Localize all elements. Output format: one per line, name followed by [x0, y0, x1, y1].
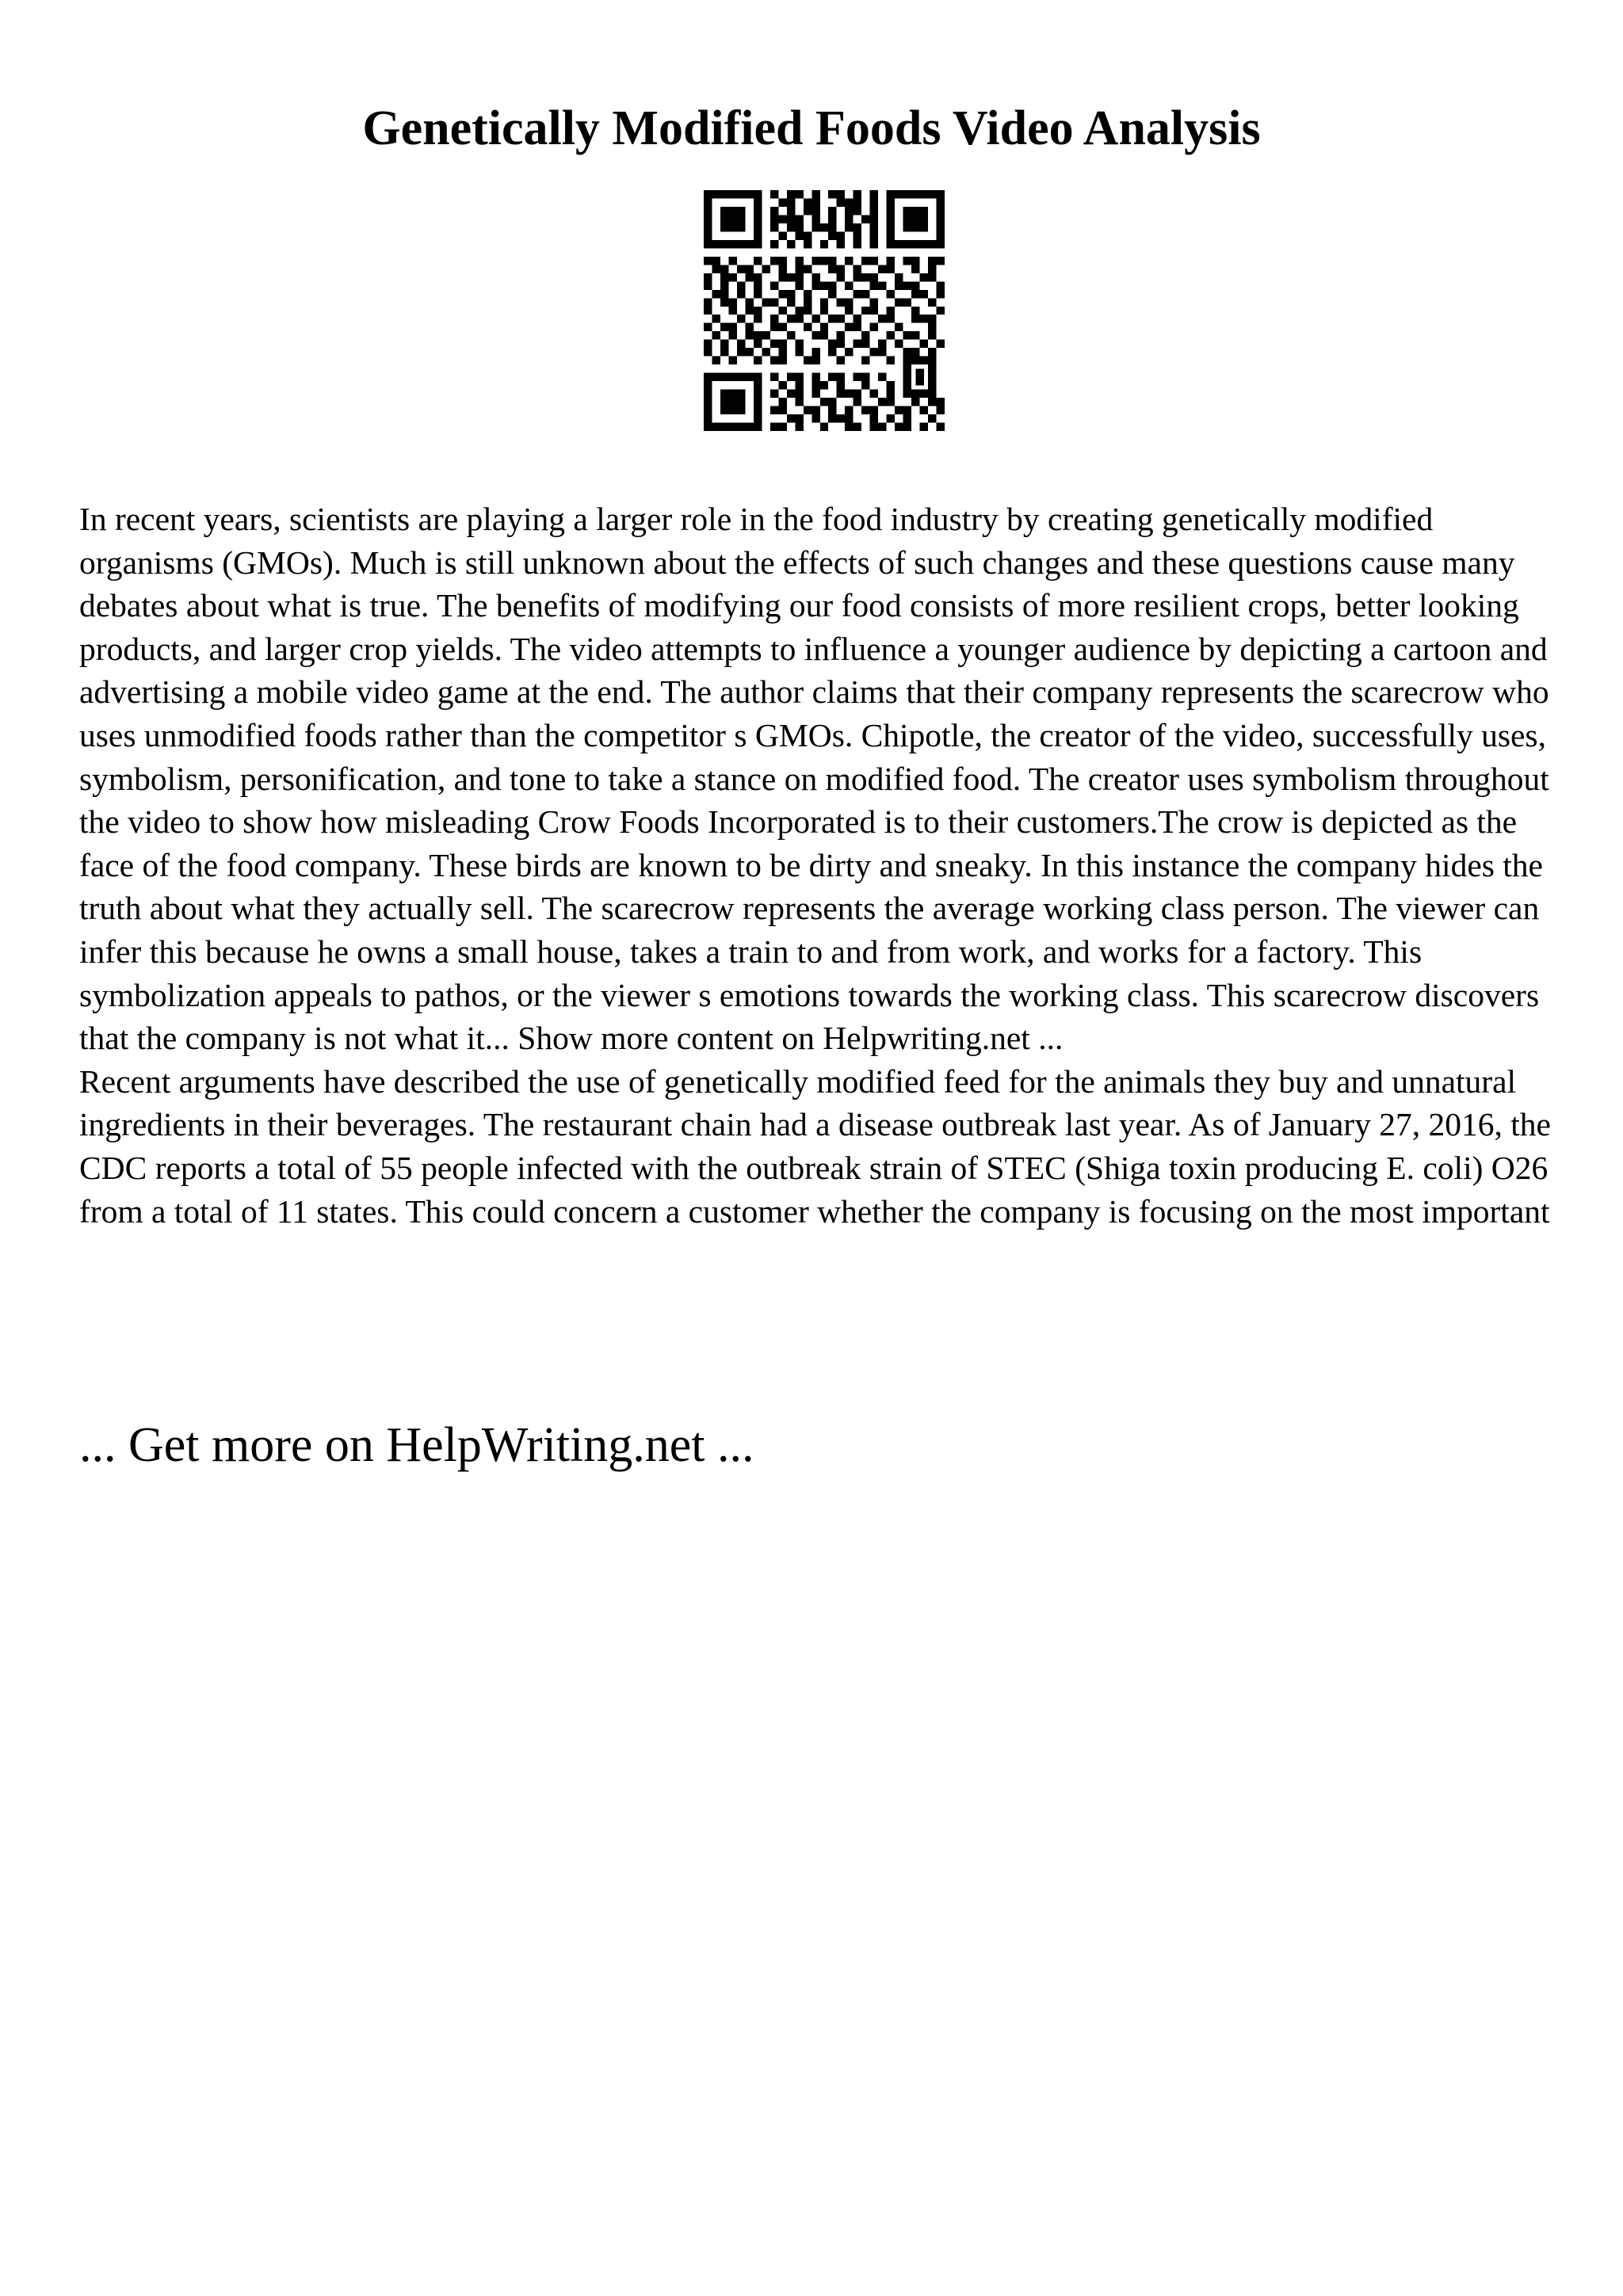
get-more-link[interactable]: ... Get more on HelpWriting.net ... [79, 1418, 754, 1472]
paragraph-1: In recent years, scientists are playing a larger role in the food industry by creating genetically modified organisms (GMOs). Much is still unknown about the effects of such changes and these questions cause many debates about what is true. The benefits of modifying our food consists of more resilient crops, better looking products, and larger crop yields. The video attempts to influence a younger audience by depicting a cartoon and advertising a mobile video game at the end. The author claims that their company represents the scarecrow who uses unmodified foods rather than the competitor s GMOs. Chipotle, the creator of the video, successfully uses, symbolism, personification, and tone to take a stance on modified food. The creator uses symbolism throughout the video to show how misleading Crow Foods Incorporated is to their customers.The crow is depicted as the face of the food company. These birds are known to be dirty and sneaky. In this instance the company hides the truth about what they actually sell. The scarecrow represents the average working class person. The viewer can infer this because he owns a small house, takes a train to and from work, and works for a factory. This symbolization appeals to pathos, or the viewer s emotions towards the working class. This scarecrow discovers that the company is not what it... Show more content on Helpwriting.net ... [79, 501, 1549, 1057]
document-title: Genetically Modified Foods Video Analysis [362, 101, 1261, 155]
qr-code-icon [704, 190, 945, 431]
document-body [79, 498, 1553, 1233]
paragraph-2: Recent arguments have described the use of genetically modified feed for the animals they buy and unnatural ingredients in their beverages. The restaurant chain had a disease outbreak last year. As of January 27, 2016, the CDC reports a total of 55 people infected with the outbreak strain of STEC (Shiga toxin producing E. coli) O26 from a total of 11 states. This could concern a customer whether the company is focusing on the most important [79, 1062, 1551, 1230]
